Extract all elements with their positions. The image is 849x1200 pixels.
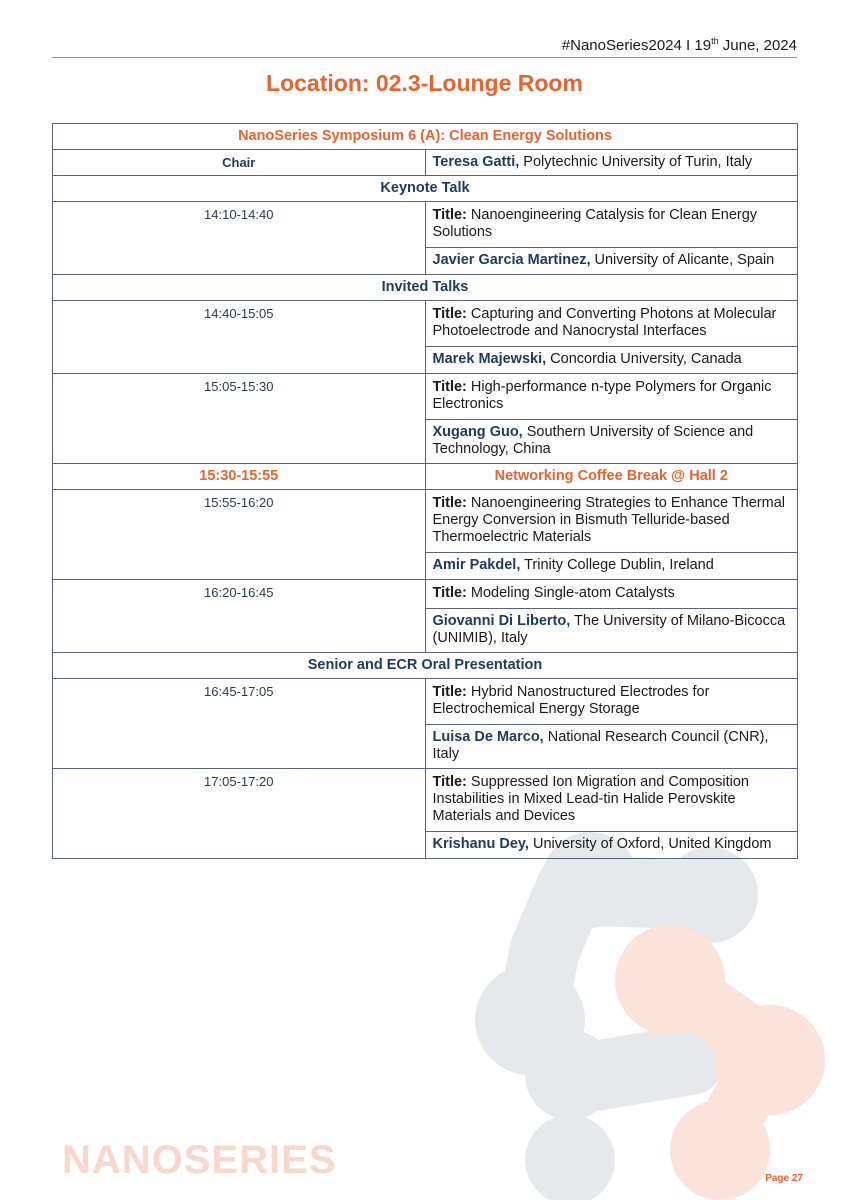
speaker-affiliation: The University of Milano-Bicocca (UNIMIB), Italy — [432, 613, 786, 646]
speaker-name: Krishanu Dey, — [432, 836, 529, 852]
title-prefix: Title: — [432, 684, 467, 700]
break-label: Networking Coffee Break @ Hall 2 — [425, 464, 798, 490]
table-row — [53, 374, 798, 464]
speaker-name: Marek Majewski, — [432, 351, 547, 367]
talk-details — [425, 301, 798, 374]
section-row — [53, 275, 798, 301]
talk-details — [425, 679, 798, 769]
talk-title-line — [433, 490, 791, 552]
header-date-suffix: th — [711, 36, 719, 46]
break-time: 15:30-15:55 — [53, 464, 426, 490]
talk-title-line — [433, 374, 791, 419]
schedule-table — [52, 123, 798, 859]
title-prefix: Title: — [432, 585, 467, 601]
page-number: Page 27 — [765, 1173, 803, 1184]
talk-details — [425, 769, 798, 859]
section-invited: Invited Talks — [53, 275, 798, 301]
talk-speaker-line — [426, 552, 798, 579]
talk-title-line — [433, 301, 791, 346]
speaker-name: Giovanni Di Liberto, — [432, 613, 571, 629]
talk-speaker-line — [426, 724, 798, 768]
speaker-affiliation: Southern University of Science and Technology, China — [432, 424, 754, 457]
table-row — [53, 580, 798, 653]
talk-time: 15:05-15:30 — [53, 374, 426, 464]
talk-title: Capturing and Converting Photons at Molecular Photoelectrode and Nanocrystal Interfaces — [432, 306, 777, 339]
talk-title: Suppressed Ion Migration and Composition Instabilities in Mixed Lead-tin Halide Perovskite Materials and Devices — [432, 774, 749, 824]
talk-title: Hybrid Nanostructured Electrodes for Electrochemical Energy Storage — [432, 684, 710, 717]
chair-label: Chair — [53, 150, 426, 176]
speaker-affiliation: Trinity College Dublin, Ireland — [520, 557, 714, 573]
speaker-name: Amir Pakdel, — [432, 557, 521, 573]
location-title: Location: 02.3-Lounge Room — [266, 70, 583, 96]
header-separator: I — [686, 37, 691, 54]
talk-time: 16:20-16:45 — [53, 580, 426, 653]
talk-speaker-line — [426, 419, 798, 463]
table-row — [53, 202, 798, 275]
page-header — [562, 36, 797, 54]
nanoseries-watermark-logo: NANOSERIES — [62, 1138, 337, 1182]
speaker-name: Xugang Guo, — [432, 424, 523, 440]
talk-time: 16:45-17:05 — [53, 679, 426, 769]
table-row — [53, 301, 798, 374]
speaker-affiliation: University of Alicante, Spain — [590, 252, 775, 268]
speaker-name: Luisa De Marco, — [432, 729, 544, 745]
talk-speaker-line — [426, 247, 798, 274]
symposium-row — [53, 124, 798, 150]
section-keynote: Keynote Talk — [53, 176, 798, 202]
title-prefix: Title: — [432, 306, 467, 322]
speaker-affiliation: Concordia University, Canada — [546, 351, 742, 367]
title-prefix: Title: — [432, 495, 467, 511]
talk-speaker-line — [426, 831, 798, 858]
speaker-affiliation: University of Oxford, United Kingdom — [528, 836, 772, 852]
header-date-rest: June, 2024 — [718, 37, 797, 54]
table-row — [53, 679, 798, 769]
symposium-title: NanoSeries Symposium 6 (A): Clean Energy Solutions — [53, 124, 798, 150]
break-row — [53, 464, 798, 490]
talk-title-line — [433, 679, 791, 724]
talk-title: Modeling Single-atom Catalysts — [466, 585, 675, 601]
talk-title-line — [433, 580, 791, 608]
title-prefix: Title: — [432, 379, 467, 395]
talk-speaker-line — [426, 608, 798, 652]
talk-time: 15:55-16:20 — [53, 490, 426, 580]
header-date-day: 19 — [694, 37, 712, 54]
chair-affiliation: Polytechnic University of Turin, Italy — [519, 154, 753, 170]
speaker-affiliation: National Research Council (CNR), Italy — [432, 729, 769, 762]
talk-details — [425, 580, 798, 653]
section-row — [53, 653, 798, 679]
table-row — [53, 490, 798, 580]
section-row — [53, 176, 798, 202]
talk-time: 17:05-17:20 — [53, 769, 426, 859]
talk-title: Nanoengineering Catalysis for Clean Energy Solutions — [432, 207, 758, 240]
hashtag: #NanoSeries2024 — [561, 37, 682, 54]
speaker-name: Javier Garcia Martinez, — [432, 252, 591, 268]
talk-details — [425, 490, 798, 580]
talk-speaker-line — [426, 346, 798, 373]
title-prefix: Title: — [432, 207, 467, 223]
chair-details — [425, 150, 798, 176]
title-prefix: Title: — [432, 774, 467, 790]
talk-time: 14:10-14:40 — [53, 202, 426, 275]
talk-details — [425, 202, 798, 275]
header-divider — [52, 57, 797, 58]
chair-name: Teresa Gatti, — [432, 154, 520, 170]
talk-details — [425, 374, 798, 464]
talk-title-line — [433, 769, 791, 831]
talk-title-line — [433, 202, 791, 247]
section-senior-ecr: Senior and ECR Oral Presentation — [53, 653, 798, 679]
talk-time: 14:40-15:05 — [53, 301, 426, 374]
table-row — [53, 769, 798, 859]
talk-title: High-performance n-type Polymers for Organic Electronics — [432, 379, 772, 412]
talk-title: Nanoengineering Strategies to Enhance Thermal Energy Conversion in Bismuth Telluride-based Thermoelectric Materials — [432, 495, 786, 545]
molecule-decoration-icon — [470, 820, 849, 1200]
chair-row — [53, 150, 798, 176]
